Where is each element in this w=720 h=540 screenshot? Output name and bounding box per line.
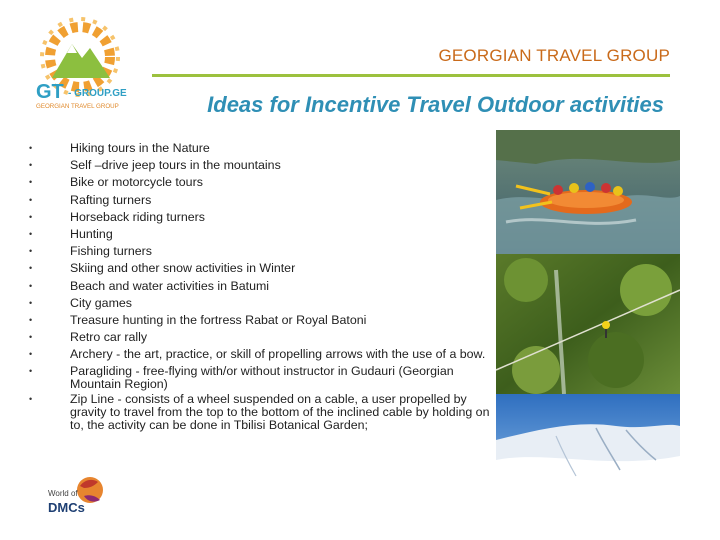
- bullet-icon: •: [29, 297, 33, 308]
- mountain-icon: [52, 44, 110, 78]
- header-divider: [152, 74, 670, 77]
- bullet-icon: •: [29, 160, 33, 171]
- logo-mark: GT: [36, 81, 64, 103]
- snow-mountain-photo: [496, 394, 680, 502]
- list-item: • Bike or motorcycle tours: [28, 174, 490, 191]
- dmcs-logo-line1: World of: [48, 489, 78, 498]
- list-item: • Hunting: [28, 226, 490, 243]
- brand-name: GEORGIAN TRAVEL GROUP: [438, 46, 670, 65]
- activity-list: [28, 140, 490, 432]
- list-item: • Fishing turners: [28, 243, 490, 260]
- bullet-icon: •: [29, 394, 33, 405]
- list-item: • Self –drive jeep tours in the mountains: [28, 157, 490, 174]
- bullet-icon: •: [29, 349, 33, 360]
- bullet-icon: •: [29, 228, 33, 239]
- list-item: • Archery - the art, practice, or skill of propelling arrows with the use of a bow.: [28, 346, 490, 363]
- page-title: Ideas for Incentive Travel Outdoor activities: [207, 92, 664, 117]
- bullet-icon: •: [29, 366, 33, 377]
- list-item: • Horseback riding turners: [28, 209, 490, 226]
- list-item: • Beach and water activities in Batumi: [28, 278, 490, 295]
- list-item: • Hiking tours in the Nature: [28, 140, 490, 157]
- bullet-icon: •: [29, 177, 33, 188]
- list-item: • Retro car rally: [28, 329, 490, 346]
- list-item: • Treasure hunting in the fortress Rabat or Royal Batoni: [28, 312, 490, 329]
- logo-domain: - GROUP.GE: [68, 88, 127, 99]
- list-item: • Paragliding - free-flying with/or without instructor in Gudauri (Georgian Mountain Region): [29, 364, 454, 392]
- logo-tagline: GEORGIAN TRAVEL GROUP: [36, 103, 119, 110]
- bullet-icon: •: [29, 332, 33, 343]
- bullet-icon: •: [29, 211, 33, 222]
- list-item: • Rafting turners: [28, 192, 490, 209]
- bullet-icon: •: [29, 194, 33, 205]
- bullet-icon: •: [29, 263, 33, 274]
- bullet-icon: •: [29, 314, 33, 325]
- list-item: • City games: [28, 295, 490, 312]
- bullet-icon: •: [29, 280, 33, 291]
- rafting-photo: [496, 130, 680, 254]
- activity-photo-collage: [496, 130, 680, 502]
- dmcs-logo-line2: DMCs: [48, 500, 85, 515]
- zip-line-forest-photo: [496, 254, 680, 394]
- bullet-icon: •: [29, 246, 33, 257]
- list-item: • Zip Line - consists of a wheel suspended on a cable, a user propelled by gravity to travel from the top to the bottom of the inclined cable by holding on to, the activity can be done in Tbilisi Botanical Garden;: [29, 392, 490, 433]
- gt-group-logo: [22, 12, 140, 114]
- list-item: • Skiing and other snow activities in Winter: [28, 260, 490, 277]
- world-of-dmcs-logo: [44, 476, 114, 528]
- bullet-icon: •: [29, 143, 33, 153]
